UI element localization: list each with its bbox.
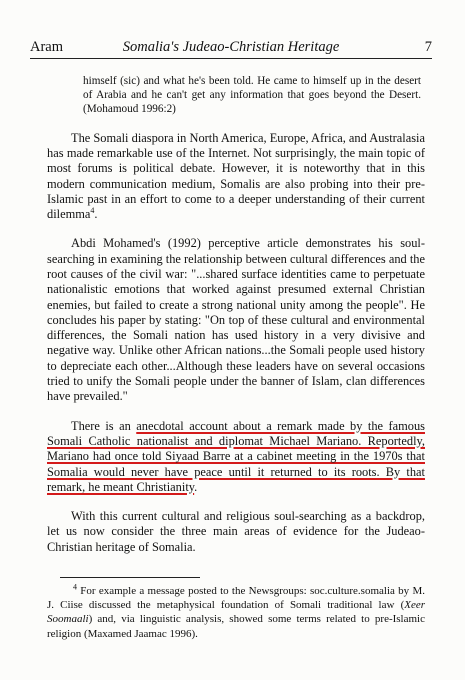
paragraph-diaspora-text: The Somali diaspora in North America, Europe, Africa, and Australasia has made remarkable use of the Internet. Not surprisingly, the main topic of most forums is political debate. However, it is noteworthy that in this modern communication medium, Somalis are also probing into their pre-Islamic past in an effort to come to a deeper understanding of their current dilemma [47, 130, 425, 222]
footnote-rule [60, 577, 200, 578]
paragraph-transition: With this current cultural and religious soul-searching as a backdrop, let us now consider the three main areas of evidence for the Judeao-Christian heritage of Somalia. [47, 509, 425, 554]
paragraph-mariano-lead: There is an [71, 418, 137, 433]
footnote-text-1: For example a message posted to the Newsgroups: soc.culture.somalia by M. J. Ciise discussed the metaphysical foundation of Somali traditional law ( [47, 585, 425, 612]
paragraph-mariano [47, 419, 425, 495]
header-author: Aram [30, 39, 64, 55]
body-text [47, 74, 425, 555]
block-quote: himself (sic) and what he's been told. He came to himself up in the desert of Arabia and he can't get any information that goes beyond the Desert. (Mohamoud 1996:2) [83, 75, 421, 116]
footnote-marker: 4 [73, 582, 77, 592]
paragraph-diaspora: The Somali diaspora in North America, Europe, Africa, and Australasia has made remarkable use of the Internet. Not surprisingly, the main topic of most forums is political debate. However, it is noteworthy that in this modern communication medium, Somalis are also probing into their pre-Islamic past in an effort to come to a deeper understanding of their current dilemma$^4$. [47, 130, 425, 222]
paragraph-mariano-end: . [194, 479, 198, 494]
footnote-text-2: ) and, via linguistic analysis, showed some terms related to pre-Islamic religion (Maxamed Jaamac 1996). [47, 613, 425, 640]
header-rule [30, 58, 432, 59]
paragraph-abdi-mohamed: Abdi Mohamed's (1992) perceptive article demonstrates his soul-searching in examining the relationship between cultural differences and the root causes of the civil war: "...shared surface identities came to perpetuate nationalistic emotions that worked against presumed external Christian enemies, but failed to create a strong national unity among the people". He concludes his paper by stating: "On top of these cultural and environmental differences, the Somali nation has used history in a very divisive and negative way. Unlike other African nations...the Somali people used history to depreciate each other...Although these leaders have on several occasions tried to unify the Somali people under the banner of Islam, clan differences have prevailed." [47, 236, 425, 404]
footnote [47, 584, 425, 641]
page-number: 7 [424, 39, 432, 55]
underlined-passage: anecdotal account about a remark made by the famous Somali Catholic nationalist and diplomat Michael Mariano. Reportedly, Mariano had once told Siyaad Barre at a cabinet meeting in the 1970s that Somalia would never have peace until it returned to its roots. By that remark, he meant Christianity [47, 418, 425, 494]
footnote-ref: 4 [90, 205, 95, 215]
header-title: Somalia's Judeao-Christian Heritage [122, 39, 340, 55]
footnote-italic-term: Xeer Soomaali [47, 599, 425, 626]
